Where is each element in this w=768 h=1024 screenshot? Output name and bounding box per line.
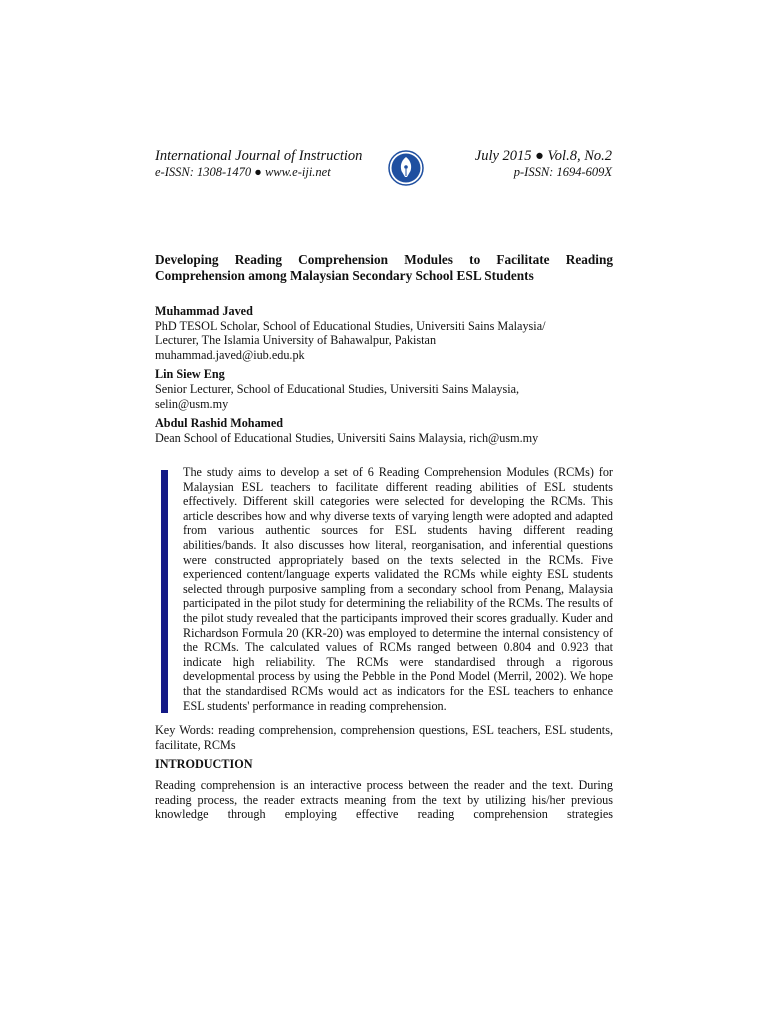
journal-header-left xyxy=(155,148,362,180)
author-email: selin@usm.my xyxy=(155,396,229,411)
keywords: Key Words: reading comprehension, comprehension questions, ESL teachers, ESL students, facilitate, RCMs xyxy=(155,723,613,752)
author-name: Lin Siew Eng xyxy=(155,367,225,382)
introduction-paragraph: Reading comprehension is an interactive process between the reader and the text. During reading process, the reader extracts meaning from the text by utilizing his/her previous knowledge through employing effective reading comprehension strategies xyxy=(155,778,613,822)
issue-line: July 2015 ● Vol.8, No.2 xyxy=(474,148,612,164)
abstract-accent-bar xyxy=(161,470,168,713)
author-list xyxy=(155,304,615,450)
author-affiliation-line: Dean School of Educational Studies, Universiti Sains Malaysia, rich@usm.my xyxy=(155,430,539,445)
author-block xyxy=(155,416,615,445)
section-heading: INTRODUCTION xyxy=(155,757,253,771)
author-block xyxy=(155,367,615,411)
author-block xyxy=(155,304,615,362)
pissn-line: p-ISSN: 1694-609X xyxy=(513,165,612,179)
author-affiliation-line: Senior Lecturer, School of Educational Studies, Universiti Sains Malaysia, xyxy=(155,381,520,396)
author-affiliation-line: Lecturer, The Islamia University of Bahawalpur, Pakistan xyxy=(155,333,437,348)
author-affiliation-line: PhD TESOL Scholar, School of Educational Studies, Universiti Sains Malaysia/ xyxy=(155,318,546,333)
author-name: Abdul Rashid Mohamed xyxy=(155,416,284,431)
journal-title: International Journal of Instruction xyxy=(155,148,363,164)
journal-header-right xyxy=(475,148,612,180)
author-name: Muhammad Javed xyxy=(155,304,253,318)
pen-nib-logo-icon xyxy=(388,150,424,186)
abstract-text: The study aims to develop a set of 6 Reading Comprehension Modules (RCMs) for Malaysian ESL teachers to facilitate different reading abilities of ESL students effectively. Different skill categories were selected for developing the RCMs. This article describes how and why diverse texts of varying length were adopted and adapted from various authentic sources for ESL students having different reading abilities/bands. It also discusses how literal, reorganisation, and inferential questions were constructed appropriately based on the texts selected in the RCMs. Five experienced content/language experts validated the RCMs while eighty ESL students selected through purposive sampling from a secondary school from Penang, Malaysia participated in the pilot study for determining the reliability of the RCMs. The results of the pilot study revealed that the participants improved their scores gradually. Kuder and Richardson Formula 20 (KR-20) was employed to determine the internal consistency of the RCMs. The calculated values of RCMs ranged between 0.804 and 0.923 that indicate high reliability. The RCMs were standardised through a rigorous developmental process by using the Pebble in the Pond Model (Merril, 2002). We hope that the standardised RCMs would act as indicators for the ESL teachers to enhance ESL students' performance in reading comprehension. xyxy=(183,465,613,713)
paper-title: Developing Reading Comprehension Modules to Facilitate Reading Comprehension among Malaysian Secondary School ESL Students xyxy=(155,252,613,283)
author-email: muhammad.javed@iub.edu.pk xyxy=(155,347,305,362)
eissn-line: e-ISSN: 1308-1470 ● www.e-iji.net xyxy=(155,165,331,179)
